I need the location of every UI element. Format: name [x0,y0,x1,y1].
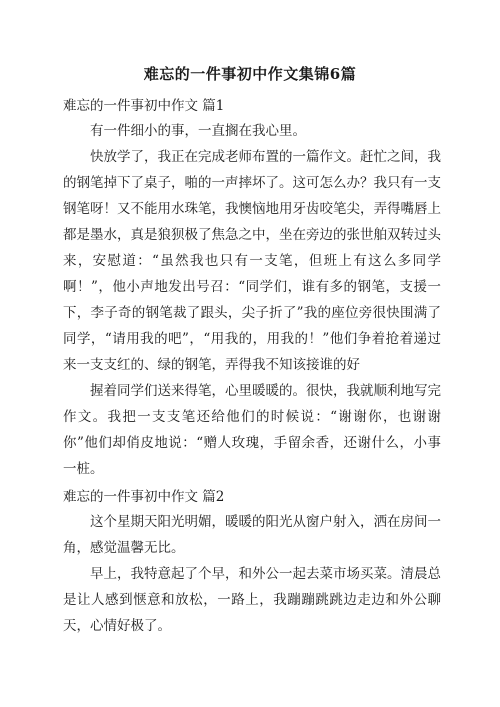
document-title: 难忘的一件事初中作文集锦6篇 [143,65,357,83]
paragraph-2-2: 早上，我特意起了个早，和外公一起去菜市场买菜。清晨总是让人感到惬意和放松，一路上，我蹦蹦跳跳边走边和外公聊天，心情好极了。 [63,566,441,634]
section-heading-2: 难忘的一件事初中作文 篇2 [63,489,225,505]
section-heading-1: 难忘的一件事初中作文 篇1 [63,98,225,114]
paragraph-1-1: 有一件细小的事，一直搁在我心里。 [90,123,306,139]
paragraph-1-2: 快放学了，我正在完成老师布置的一篇作文。赶忙之间，我的钢笔掉下了桌子，啪的一声摔坏了。这可怎么办？我只有一支钢笔呀！又不能用水珠笔，我懊恼地用牙齿咬笔尖，弄得嘴唇上都是墨水，真是狼狈极了焦急之中，坐在旁边的张世舶双转过头来，安慰道：“虽然我也只有一支笔，但班上有这么多同学啊！”，他小声地发出号召：“同学们，谁有多的钢笔，支援一下，李子奇的钢笔裁了跟头，尖子折了”我的座位旁很快围满了同学，“请用我的吧”，“用我的，用我的！”他们争着抢着递过来一支支红的、绿的钢笔，弄得我不知该接谁的好 [63,149,441,373]
paragraph-1-3: 握着同学们送来得笔，心里暖暖的。很快，我就顺利地写完作文。我把一支支笔还给他们的时候说：“谢谢你，也谢谢你”他们却俏皮地说：“赠人玫瑰，手留余香，还谢什么，小事一桩。 [63,383,441,477]
paragraph-2-1: 这个星期天阳光明媚，暖暖的阳光从窗户射入，洒在房间一角，感觉温馨无比。 [63,514,441,556]
